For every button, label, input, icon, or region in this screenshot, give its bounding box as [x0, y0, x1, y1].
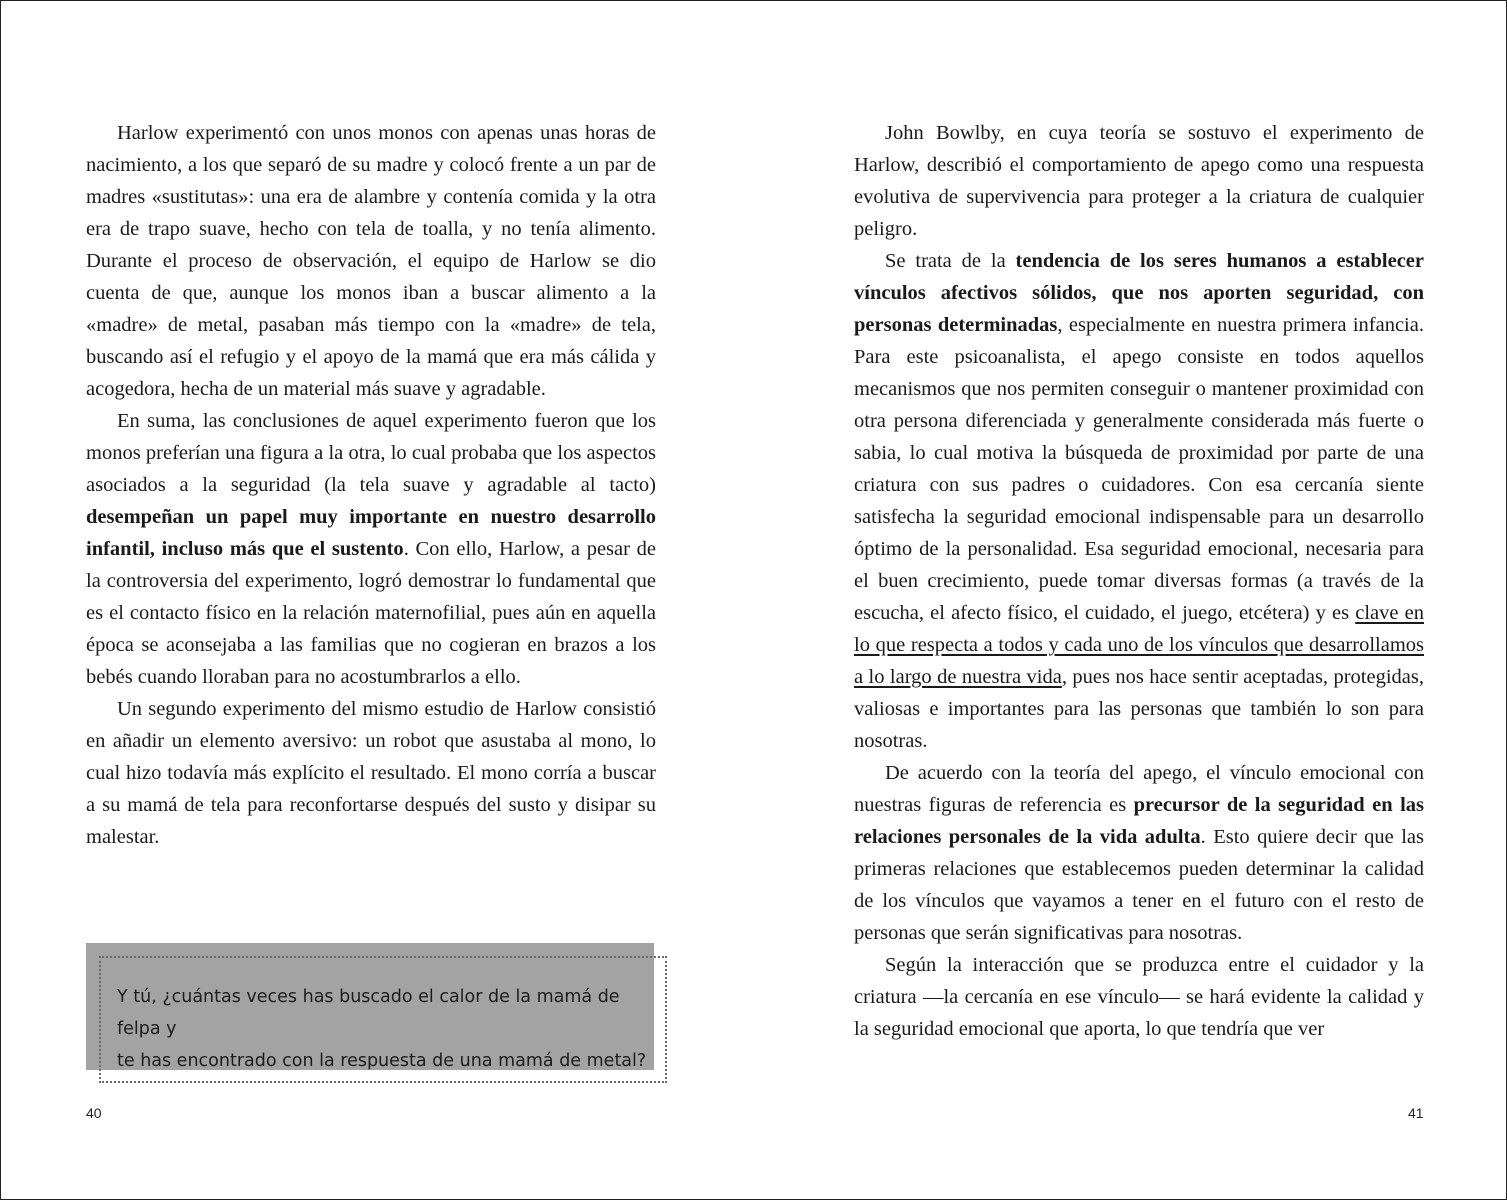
left-page-text: [86, 117, 656, 853]
page-number-right: 41: [1408, 1105, 1424, 1121]
text-run: De acuerdo con la teoría del apego, el vínculo emocional con nuestras figuras de referencia es: [854, 762, 1424, 816]
paragraph: John Bowlby, en cuya teoría se sostuvo el experimento de Harlow, describió el comportamiento de apego como una respuesta evolutiva de supervivencia para proteger a la criatura de cualquier peligro.: [854, 122, 1424, 240]
paragraph: [854, 245, 1424, 757]
paragraph: [86, 405, 656, 693]
bold-text: tendencia de los seres humanos a establecer vínculos afectivos sólidos, que nos aporten seguridad, con personas determinadas: [854, 250, 1424, 336]
paragraph: [854, 757, 1424, 949]
callout-line: Y tú, ¿cuántas veces has buscado el calor de la mamá de felpa y: [117, 987, 620, 1039]
paragraph: Según la interacción que se produzca entre el cuidador y la criatura —la cercanía en ese vínculo— se hará evidente la calidad y la seguridad emocional que aporta, lo que tendría que ver: [854, 954, 1424, 1040]
text-run: . Esto quiere decir que las primeras relaciones que establecemos pueden determinar la calidad de los vínculos que vayamos a tener en el futuro con el resto de personas que serán significativas para nosotras.: [854, 826, 1424, 944]
bold-text: desempeñan un papel muy importante en nuestro desarrollo infantil, incluso más que el sustento: [86, 506, 656, 560]
callout-line: te has encontrado con la respuesta de una mamá de metal?: [117, 1051, 647, 1071]
text-run: En suma, las conclusiones de aquel experimento fueron que los monos preferían una figura a la otra, lo cual probaba que los aspectos asociados a la seguridad (la tela suave y agradable al tacto): [86, 410, 656, 496]
text-run: . Con ello, Harlow, a pesar de la controversia del experimento, logró demostrar lo fundamental que es el contacto físico en la relación maternofilial, pues aún en aquella época se aconsejaba a las familias que no cogieran en brazos a los bebés cuando lloraban para no acostumbrarlos a ello.: [86, 538, 657, 688]
underlined-text: clave en lo que respecta a todos y cada uno de los vínculos que desarrollamos a lo largo de nuestra vida: [854, 602, 1424, 688]
callout-question: [117, 981, 647, 1077]
text-run: , pues nos hace sentir aceptadas, protegidas, valiosas e importantes para las personas que también lo son para nosotras.: [854, 666, 1424, 752]
text-run: Se trata de la: [885, 250, 1016, 272]
text-run: , especialmente en nuestra primera infancia. Para este psicoanalista, el apego consiste en todos aquellos mecanismos que nos permiten conseguir o mantener proximidad con otra persona diferenciada y generalmente considerada más fuerte o sabia, lo cual motiva la búsqueda de proximidad por parte de una criatura con sus padres o cuidadores. Con esa cercanía siente satisfecha la seguridad emocional indispensable para un desarrollo óptimo de la personalidad. Esa seguridad emocional, necesaria para el buen crecimiento, puede tomar diversas formas (a través de la escucha, el afecto físico, el cuidado, el juego, etcétera) y es: [854, 314, 1424, 624]
right-page-text: [854, 117, 1424, 1045]
paragraph: Un segundo experimento del mismo estudio de Harlow consistió en añadir un elemento aversivo: un robot que asustaba al mono, lo cual hizo todavía más explícito el resultado. El mono corría a buscar a su mamá de tela para reconfortarse después del susto y disipar su malestar.: [86, 698, 656, 848]
page-number-left: 40: [86, 1105, 102, 1121]
bold-text: precursor de la seguridad en las relaciones personales de la vida adulta: [854, 794, 1424, 848]
paragraph: Harlow experimentó con unos monos con apenas unas horas de nacimiento, a los que separó de su madre y colocó frente a un par de madres «sustitutas»: una era de alambre y contenía comida y la otra era de trapo suave, hecho con tela de toalla, y no tenía alimento. Durante el proceso de observación, el equipo de Harlow se dio cuenta de que, aunque los monos iban a buscar alimento a la «madre» de metal, pasaban más tiempo con la «madre» de tela, buscando así el refugio y el apoyo de la mamá que era más cálida y acogedora, hecha de un material más suave y agradable.: [86, 122, 656, 400]
